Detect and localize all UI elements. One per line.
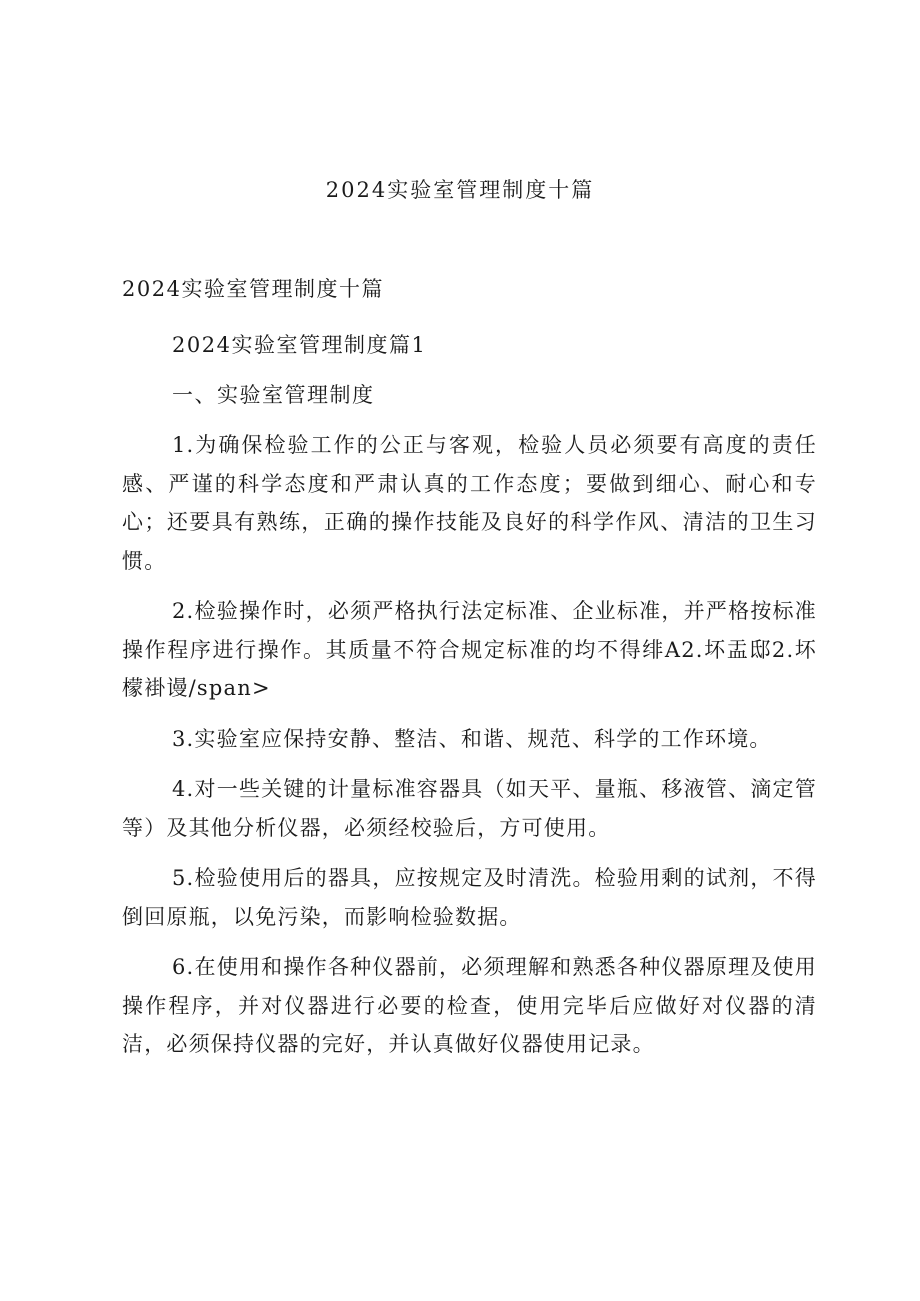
sub-heading: 2024实验室管理制度篇1	[172, 333, 427, 357]
paragraph-1: 1.为确保检验工作的公正与客观，检验人员必须要有高度的责任感、严谨的科学态度和严肃认真的工作态度；要做到细心、耐心和专心；还要具有熟练，正确的操作技能及良好的科学作风、清洁的卫生习惯。	[122, 433, 817, 573]
main-heading: 2024实验室管理制度十篇	[122, 277, 384, 301]
paragraph-6: 6.在使用和操作各种仪器前，必须理解和熟悉各种仪器原理及使用操作程序，并对仪器进行必要的检查，使用完毕后应做好对仪器的清洁，必须保持仪器的完好，并认真做好仪器使用记录。	[122, 955, 817, 1056]
paragraph-4: 4.对一些关键的计量标准容器具（如天平、量瓶、移液管、滴定管等）及其他分析仪器，必须经校验后，方可使用。	[122, 777, 817, 840]
document-body	[122, 270, 817, 1064]
document-title: 2024实验室管理制度十篇	[325, 178, 595, 202]
section-title: 一、实验室管理制度	[172, 383, 375, 407]
paragraph-5: 5.检验使用后的器具，应按规定及时清洗。检验用剩的试剂，不得倒回原瓶，以免污染，而影响检验数据。	[122, 866, 817, 929]
paragraph-2: 2.检验操作时，必须严格执行法定标准、企业标准，并严格按标准操作程序进行操作。其质量不符合规定标准的均不得绯A2.坏盂邸2.坏檬褂谩/span>	[122, 599, 817, 700]
paragraph-3: 3.实验室应保持安静、整洁、和谐、规范、科学的工作环境。	[172, 726, 772, 751]
